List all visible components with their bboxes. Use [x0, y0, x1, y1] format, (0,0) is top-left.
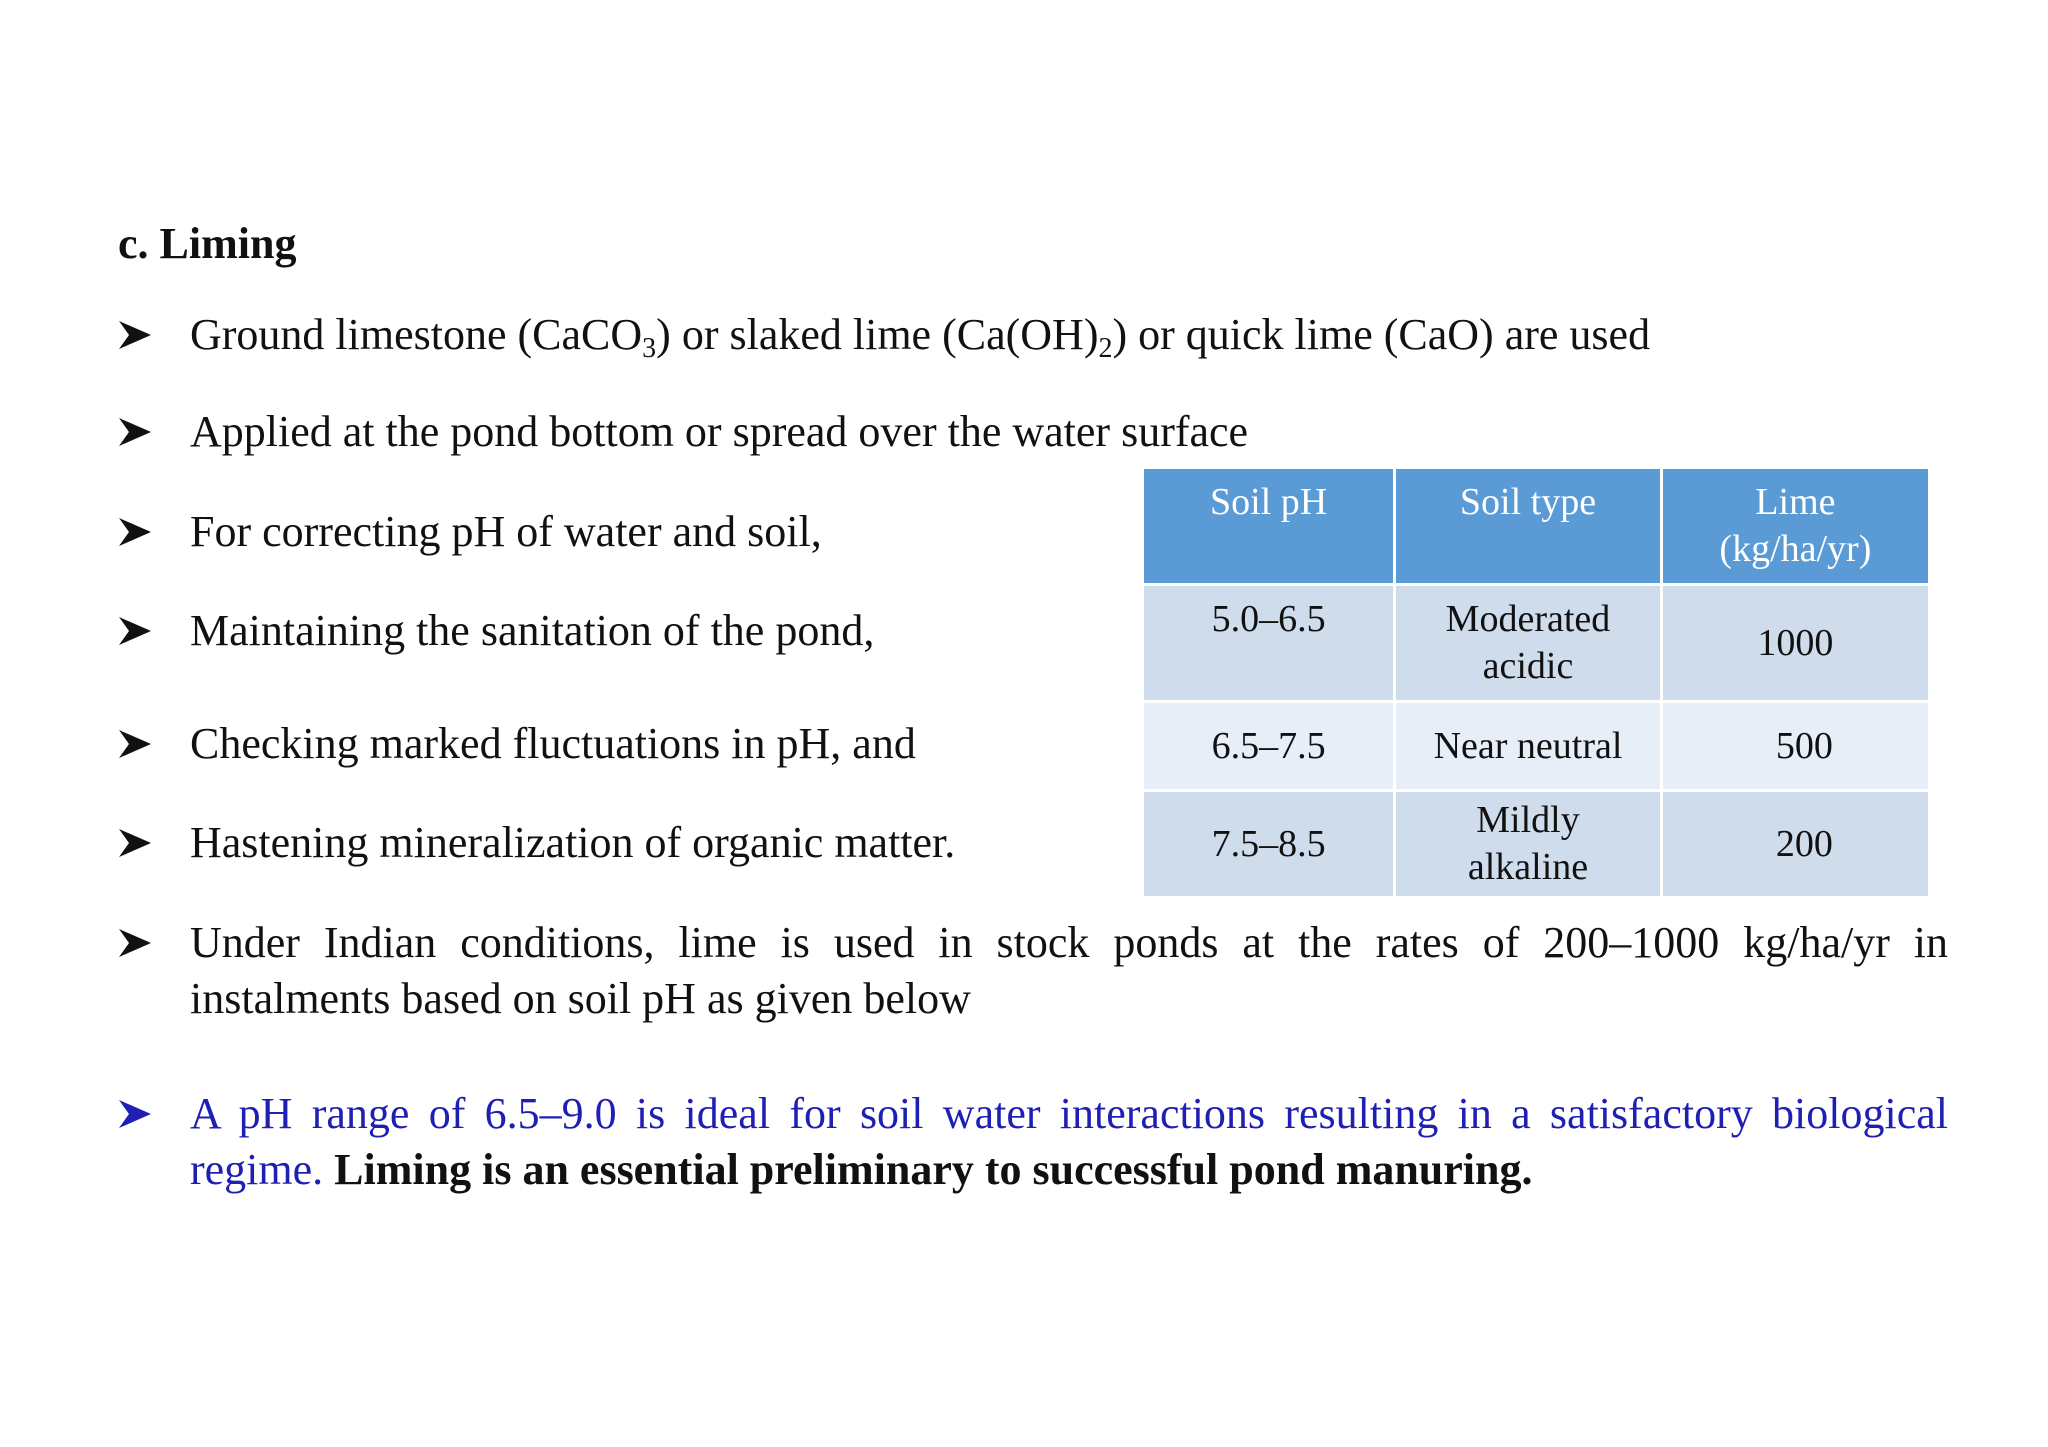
cell-lime: 200 [1661, 791, 1929, 898]
header-soil-ph: Soil pH [1143, 468, 1395, 585]
bullet-text [190, 1086, 1948, 1198]
cell-lime: 1000 [1661, 585, 1929, 702]
cell-soil-ph: 7.5–8.5 [1143, 791, 1395, 898]
bold-conclusion: Liming is an essential preliminary to successful pond manuring. [334, 1145, 1533, 1194]
bullet-text: Under Indian conditions, lime is used in stock ponds at the rates of 200–1000 kg/ha/yr in instalments based on soil pH as given below [190, 918, 1948, 1023]
bullet-correcting-ph [118, 504, 822, 560]
bullet-text: Ground limestone (CaCO$_3$) or slaked lime $(Ca(OH)_2)$ or quick lime (CaO) are used [190, 310, 1651, 364]
bullet-application [118, 404, 1248, 460]
cell-soil-ph: 5.0–6.5 [1143, 585, 1395, 702]
bullet-ideal-ph [118, 1086, 1948, 1198]
section-title: c. Liming [118, 219, 297, 268]
arrowhead-bullet-icon [118, 1086, 190, 1142]
bullet-fluctuations [118, 716, 916, 772]
cell-soil-type: Mildly alkaline [1395, 791, 1662, 898]
table-row [1143, 702, 1930, 791]
arrowhead-bullet-icon [118, 815, 190, 871]
arrowhead-bullet-icon [118, 404, 190, 460]
table-header-row [1143, 468, 1930, 585]
arrowhead-bullet-icon [118, 504, 190, 560]
bullet-sanitation [118, 603, 874, 659]
cell-lime: 500 [1661, 702, 1929, 791]
bullet-text: Maintaining the sanitation of the pond, [190, 606, 875, 655]
arrowhead-bullet-icon [118, 915, 190, 971]
cell-soil-type: Near neutral [1395, 702, 1662, 791]
arrowhead-bullet-icon [118, 716, 190, 772]
header-lime: Lime (kg/ha/yr) [1661, 468, 1929, 585]
cell-soil-type: Moderated acidic [1395, 585, 1662, 702]
highlight-text: A pH range of 6.5–9.0 is ideal for soil water interactions resulting in a satisfactory biological regime. [190, 1089, 1948, 1194]
bullet-text: Hastening mineralization of organic matter. [190, 818, 956, 867]
bullet-mineralization [118, 815, 955, 871]
bullet-lime-types [118, 307, 1650, 363]
arrowhead-bullet-icon [118, 307, 190, 363]
bullet-text: For correcting pH of water and soil, [190, 507, 822, 556]
header-soil-type: Soil type [1395, 468, 1662, 585]
bullet-indian-conditions [118, 915, 1948, 1027]
bullet-text: Applied at the pond bottom or spread over the water surface [190, 407, 1249, 456]
bullet-text: Checking marked fluctuations in pH, and [190, 719, 916, 768]
table-row [1143, 791, 1930, 898]
cell-soil-ph: 6.5–7.5 [1143, 702, 1395, 791]
table-row [1143, 585, 1930, 702]
arrowhead-bullet-icon [118, 603, 190, 659]
lime-rate-table [1141, 466, 1931, 899]
